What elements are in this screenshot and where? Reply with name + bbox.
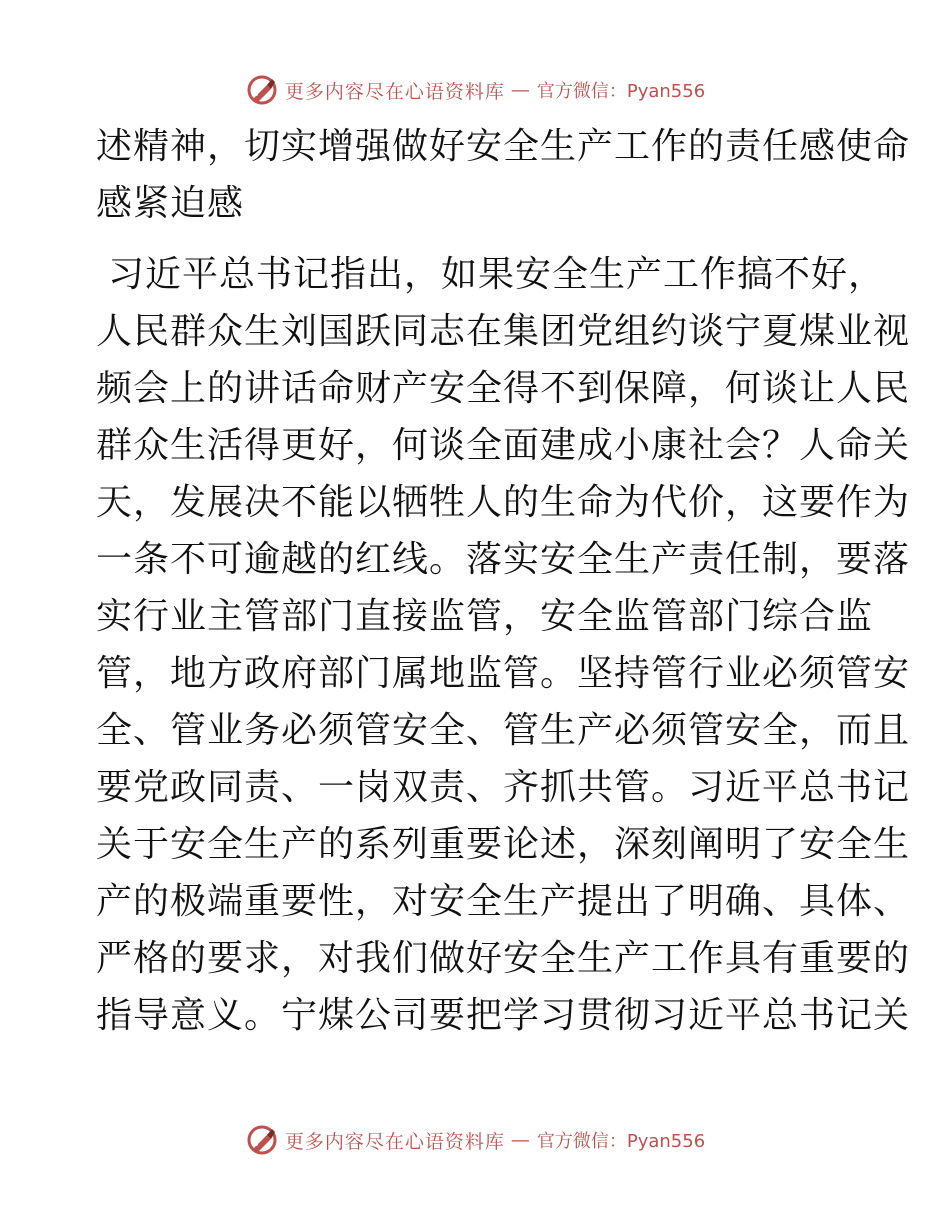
paragraph-2-line: 严格的要求，对我们做好安全生产工作具有重要的 (96, 938, 911, 979)
header-banner-separator: — (510, 79, 531, 101)
paragraph-2-line: 关于安全生产的系列重要论述，深刻阐明了安全生 (96, 824, 911, 865)
paragraph-2-line: 要党政同责、一岗双责、齐抓共管。习近平总书记 (96, 767, 911, 808)
header-banner (0, 70, 950, 110)
paragraph-2-line: 习近平总书记指出，如果安全生产工作搞不好， (108, 254, 886, 295)
paragraph-1-line: 感紧迫感 (96, 183, 245, 224)
paragraph-2-line: 全、管业务必须管安全、管生产必须管安全，而且 (96, 710, 911, 751)
paragraph-1-line: 述精神，切实增强做好安全生产工作的责任感使命 (96, 126, 911, 167)
footer-banner-text: 更多内容尽在心语资料库 (284, 1130, 505, 1153)
footer-banner-separator: — (510, 1129, 531, 1151)
paragraph-2-line: 一条不可逾越的红线。落实安全生产责任制，要落 (96, 539, 911, 580)
paragraph-2-line: 频会上的讲话命财产安全得不到保障，何谈让人民 (96, 368, 911, 409)
header-banner-text: 更多内容尽在心语资料库 (284, 80, 505, 103)
paragraph-2-line: 指导意义。宁煤公司要把学习贯彻习近平总书记关 (96, 995, 911, 1036)
paragraph-2-line: 管，地方政府部门属地监管。坚持管行业必须管安 (96, 653, 911, 694)
paragraph-2-line: 群众生活得更好，何谈全面建成小康社会？人命关 (96, 425, 911, 466)
document-body (96, 118, 911, 1044)
footer-banner-wechat: 官方微信：Pyan556 (536, 1131, 706, 1152)
header-banner-wechat: 官方微信：Pyan556 (536, 81, 706, 102)
paragraph-2-line: 天，发展决不能以牺牲人的生命为代价，这要作为 (96, 482, 911, 523)
paragraph-2-line: 人民群众生刘国跃同志在集团党组约谈宁夏煤业视 (96, 311, 911, 352)
paragraph-2-line: 实行业主管部门直接监管，安全监管部门综合监 (96, 596, 874, 637)
pen-logo-icon (245, 73, 279, 107)
pen-logo-icon (245, 1123, 279, 1157)
paragraph-gap (96, 232, 856, 246)
paragraph-2-line: 产的极端重要性，对安全生产提出了明确、具体、 (96, 881, 911, 922)
footer-banner (0, 1120, 950, 1160)
